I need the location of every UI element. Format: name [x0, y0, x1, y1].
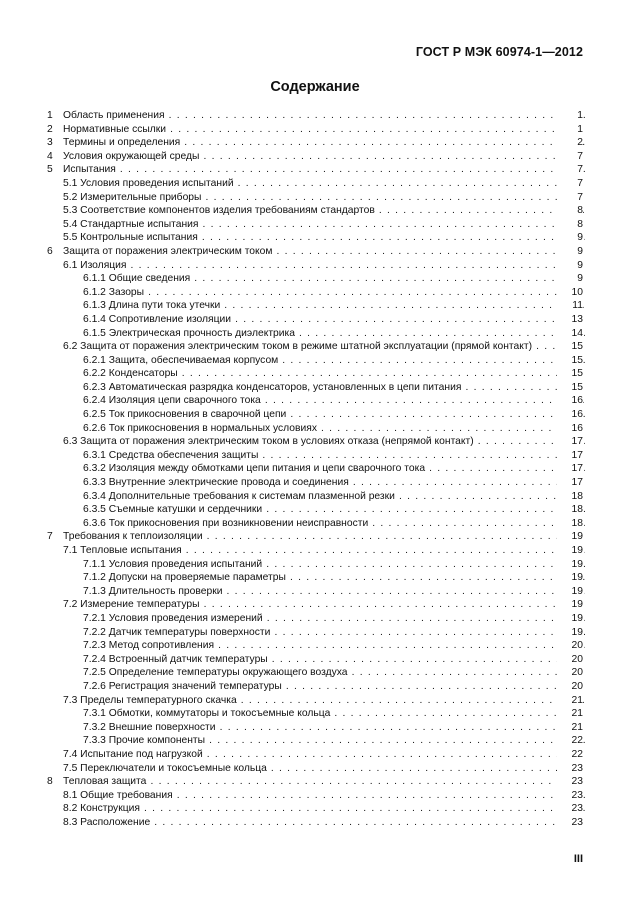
toc-entry[interactable]: [0, 422, 630, 436]
toc-entry-title: 6.1.2 Зазоры . . .: [83, 286, 585, 300]
toc-entry-title: 6.3 Защита от поражения электрическим током в условиях отказа (непрямой контакт) . . .: [63, 435, 585, 449]
toc-entry[interactable]: [0, 734, 630, 748]
toc-entry-title: 7.2 Измерение температуры . . .: [63, 598, 585, 612]
toc-entry-title: 7.3 Пределы температурного скачка . . .: [63, 694, 585, 708]
toc-entry-number: 4: [47, 150, 53, 162]
toc-entry-page: 9: [557, 245, 583, 259]
toc-entry-page: 19: [557, 585, 583, 599]
toc-entry-page: 8: [557, 218, 583, 232]
toc-entry[interactable]: [0, 612, 630, 626]
toc-entry-title: 6.3.6 Ток прикосновения при возникновении неисправности . . .: [83, 517, 585, 531]
toc-entry[interactable]: [0, 626, 630, 640]
toc-entry-page: 16: [557, 394, 583, 408]
toc-entry[interactable]: [0, 503, 630, 517]
toc-entry-page: 17: [557, 435, 583, 449]
toc-entry[interactable]: [0, 299, 630, 313]
toc-entry-title: Испытания . . .: [63, 163, 585, 177]
toc-entry-page: 18: [557, 490, 583, 504]
toc-entry-page: 19: [557, 544, 583, 558]
toc-entry[interactable]: [0, 367, 630, 381]
toc-entry-page: 13: [557, 313, 583, 327]
toc-entry-title: Область применения . . .: [63, 109, 585, 123]
toc-entry[interactable]: [0, 816, 630, 830]
toc-entry[interactable]: [0, 150, 630, 164]
toc-entry-page: 20: [557, 680, 583, 694]
toc-entry-page: 15: [557, 381, 583, 395]
toc-entry[interactable]: [0, 354, 630, 368]
toc-entry-title: Требования к теплоизоляции . . .: [63, 530, 585, 544]
toc-entry-page: 23: [557, 816, 583, 830]
toc-entry[interactable]: [0, 585, 630, 599]
toc-entry-title: 6.1.3 Длина пути тока утечки . . .: [83, 299, 585, 313]
toc-entry[interactable]: [0, 313, 630, 327]
toc-entry-title: 7.2.5 Определение температуры окружающего воздуха . . .: [83, 666, 585, 680]
toc-entry-page: 17: [557, 449, 583, 463]
toc-entry-page: 23: [557, 802, 583, 816]
toc-entry-title: 6.1.1 Общие сведения . . .: [83, 272, 585, 286]
toc-entry-page: 21: [557, 721, 583, 735]
toc-entry[interactable]: [0, 435, 630, 449]
toc-entry-title: 6.3.4 Дополнительные требования к системам плазменной резки . . .: [83, 490, 585, 504]
toc-entry[interactable]: [0, 286, 630, 300]
toc-entry-title: 6.2.1 Защита, обеспечиваемая корпусом . . .: [83, 354, 585, 368]
toc-entry-number: 7: [47, 531, 53, 543]
toc-entry[interactable]: [0, 571, 630, 585]
table-of-contents: [0, 109, 630, 829]
toc-entry[interactable]: [0, 694, 630, 708]
toc-entry-title: 8.1 Общие требования . . .: [63, 789, 585, 803]
toc-entry-title: 6.2 Защита от поражения электрическим током в режиме штатной эксплуатации (прямой контакт) . . .: [63, 340, 585, 354]
toc-entry[interactable]: [0, 231, 630, 245]
toc-entry[interactable]: [0, 762, 630, 776]
toc-entry-page: 16: [557, 408, 583, 422]
toc-entry[interactable]: [0, 490, 630, 504]
toc-entry[interactable]: [0, 109, 630, 123]
toc-entry-page: 19: [557, 558, 583, 572]
toc-entry-title: 5.3 Соответствие компонентов изделия требованиям стандартов . . .: [63, 204, 585, 218]
toc-entry-title: 6.3.3 Внутренние электрические провода и соединения . . .: [83, 476, 585, 490]
toc-entry-title: Защита от поражения электрическим током . . .: [63, 245, 585, 259]
toc-entry[interactable]: [0, 191, 630, 205]
toc-entry-title: 7.2.6 Регистрация значений температуры . . .: [83, 680, 585, 694]
toc-entry-page: 19: [557, 530, 583, 544]
toc-entry-page: 1: [557, 109, 583, 123]
toc-entry[interactable]: [0, 517, 630, 531]
toc-entry[interactable]: [0, 204, 630, 218]
toc-entry-title: 5.2 Измерительные приборы . . .: [63, 191, 585, 205]
toc-entry[interactable]: [0, 558, 630, 572]
toc-entry-page: 9: [557, 272, 583, 286]
toc-entry-page: 7: [557, 191, 583, 205]
toc-entry-title: 8.3 Расположение . . .: [63, 816, 585, 830]
toc-entry-page: 9: [557, 259, 583, 273]
toc-entry-page: 15: [557, 340, 583, 354]
toc-entry-title: 6.2.2 Конденсаторы . . .: [83, 367, 585, 381]
toc-entry-title: Нормативные ссылки . . .: [63, 123, 585, 137]
toc-entry-title: 6.2.6 Ток прикосновения в нормальных условиях . . .: [83, 422, 585, 436]
toc-entry-number: 3: [47, 137, 53, 149]
toc-title: Содержание: [270, 79, 360, 95]
toc-entry[interactable]: [0, 653, 630, 667]
toc-entry[interactable]: [0, 245, 630, 259]
toc-entry-page: 19: [557, 571, 583, 585]
toc-entry-number: 1: [47, 110, 53, 121]
toc-entry-page: 20: [557, 639, 583, 653]
toc-entry-number: 2: [47, 123, 53, 135]
toc-entry-page: 18: [557, 517, 583, 531]
toc-entry-title: 7.4 Испытание под нагрузкой . . .: [63, 748, 585, 762]
toc-entry[interactable]: [0, 598, 630, 612]
toc-entry-title: 7.5 Переключатели и токосъемные кольца . . .: [63, 762, 585, 776]
toc-entry-page: 2: [557, 136, 583, 150]
toc-entry-page: 23: [557, 762, 583, 776]
toc-entry-page: 20: [557, 666, 583, 680]
toc-entry-title: 5.5 Контрольные испытания . . .: [63, 231, 585, 245]
toc-entry-page: 23: [557, 789, 583, 803]
toc-entry-title: 7.3.2 Внешние поверхности . . .: [83, 721, 585, 735]
toc-entry-page: 10: [557, 286, 583, 300]
toc-entry-page: 17: [557, 476, 583, 490]
toc-entry-title: 7.1.2 Допуски на проверяемые параметры . . .: [83, 571, 585, 585]
toc-entry-page: 21: [557, 707, 583, 721]
toc-entry[interactable]: [0, 340, 630, 354]
toc-entry-title: 6.1.4 Сопротивление изоляции . . .: [83, 313, 585, 327]
toc-entry-title: Тепловая защита . . .: [63, 775, 585, 789]
toc-entry-page: 22: [557, 748, 583, 762]
toc-entry-page: 19: [557, 612, 583, 626]
toc-entry-page: 7: [557, 177, 583, 191]
toc-entry[interactable]: [0, 177, 630, 191]
toc-entry-title: 7.1.3 Длительность проверки . . .: [83, 585, 585, 599]
toc-entry-page: 8: [557, 204, 583, 218]
toc-entry-title: 6.3.5 Съемные катушки и сердечники . . .: [83, 503, 585, 517]
toc-entry-page: 17: [557, 462, 583, 476]
toc-entry[interactable]: [0, 789, 630, 803]
toc-entry-title: Условия окружающей среды . . .: [63, 150, 585, 164]
toc-entry-page: 7: [557, 163, 583, 177]
toc-entry-title: 7.2.2 Датчик температуры поверхности . . .: [83, 626, 585, 640]
toc-entry-number: 6: [47, 245, 53, 257]
toc-entry[interactable]: [0, 680, 630, 694]
toc-entry[interactable]: [0, 136, 630, 150]
toc-entry-title: 6.3.1 Средства обеспечения защиты . . .: [83, 449, 585, 463]
toc-entry-page: 1: [557, 123, 583, 137]
toc-entry[interactable]: [0, 163, 630, 177]
toc-entry-title: 6.1.5 Электрическая прочность диэлектрика . . .: [83, 327, 585, 341]
toc-entry-title: 7.2.1 Условия проведения измерений . . .: [83, 612, 585, 626]
toc-entry-title: 7.2.3 Метод сопротивления . . .: [83, 639, 585, 653]
toc-entry[interactable]: [0, 666, 630, 680]
toc-entry-page: 19: [557, 598, 583, 612]
toc-entry[interactable]: [0, 476, 630, 490]
toc-entry[interactable]: [0, 381, 630, 395]
toc-entry-page: 15: [557, 354, 583, 368]
toc-entry-number: 5: [47, 164, 53, 176]
toc-entry[interactable]: [0, 272, 630, 286]
toc-entry-number: 8: [47, 776, 53, 788]
toc-entry-title: 7.1 Тепловые испытания . . .: [63, 544, 585, 558]
toc-entry[interactable]: [0, 748, 630, 762]
toc-entry-page: 19: [557, 626, 583, 640]
toc-entry-title: 7.1.1 Условия проведения испытаний . . .: [83, 558, 585, 572]
toc-entry-title: 8.2 Конструкция . . .: [63, 802, 585, 816]
toc-entry-page: 9: [557, 231, 583, 245]
toc-entry[interactable]: [0, 707, 630, 721]
toc-entry[interactable]: [0, 462, 630, 476]
toc-entry-page: 7: [557, 150, 583, 164]
toc-entry[interactable]: [0, 449, 630, 463]
toc-entry[interactable]: [0, 530, 630, 544]
toc-entry-title: 7.3.1 Обмотки, коммутаторы и токосъемные кольца . . .: [83, 707, 585, 721]
toc-entry-page: 20: [557, 653, 583, 667]
toc-entry-title: 7.2.4 Встроенный датчик температуры . . .: [83, 653, 585, 667]
toc-entry-page: 14: [557, 327, 583, 341]
toc-entry[interactable]: [0, 802, 630, 816]
document-code: ГОСТ Р МЭК 60974-1—2012: [415, 45, 583, 59]
toc-entry-title: 6.1 Изоляция . . .: [63, 259, 585, 273]
toc-entry-title: 6.2.5 Ток прикосновения в сварочной цепи . . .: [83, 408, 585, 422]
toc-entry[interactable]: [0, 259, 630, 273]
toc-entry-page: 15: [557, 367, 583, 381]
toc-entry-title: 6.2.4 Изоляция цепи сварочного тока . . .: [83, 394, 585, 408]
toc-entry[interactable]: [0, 327, 630, 341]
toc-entry-title: 6.2.3 Автоматическая разрядка конденсаторов, установленных в цепи питания . . .: [83, 381, 585, 395]
toc-entry-page: 11: [557, 299, 583, 313]
toc-entry[interactable]: [0, 123, 630, 137]
toc-entry[interactable]: [0, 544, 630, 558]
toc-entry[interactable]: [0, 639, 630, 653]
toc-entry-page: 21: [557, 694, 583, 708]
toc-entry-page: 18: [557, 503, 583, 517]
toc-entry-page: 22: [557, 734, 583, 748]
toc-entry-page: 23: [557, 775, 583, 789]
toc-entry-title: 6.3.2 Изоляция между обмотками цепи питания и цепи сварочного тока . . .: [83, 462, 585, 476]
toc-entry-page: 16: [557, 422, 583, 436]
toc-entry[interactable]: [0, 775, 630, 789]
toc-entry-title: 7.3.3 Прочие компоненты . . .: [83, 734, 585, 748]
toc-entry-title: Термины и определения . . .: [63, 136, 585, 150]
toc-entry[interactable]: [0, 721, 630, 735]
toc-entry-title: 5.1 Условия проведения испытаний . . .: [63, 177, 585, 191]
toc-entry[interactable]: [0, 408, 630, 422]
toc-entry-title: 5.4 Стандартные испытания . . .: [63, 218, 585, 232]
page-number: III: [573, 853, 583, 865]
toc-entry[interactable]: [0, 394, 630, 408]
toc-entry[interactable]: [0, 218, 630, 232]
